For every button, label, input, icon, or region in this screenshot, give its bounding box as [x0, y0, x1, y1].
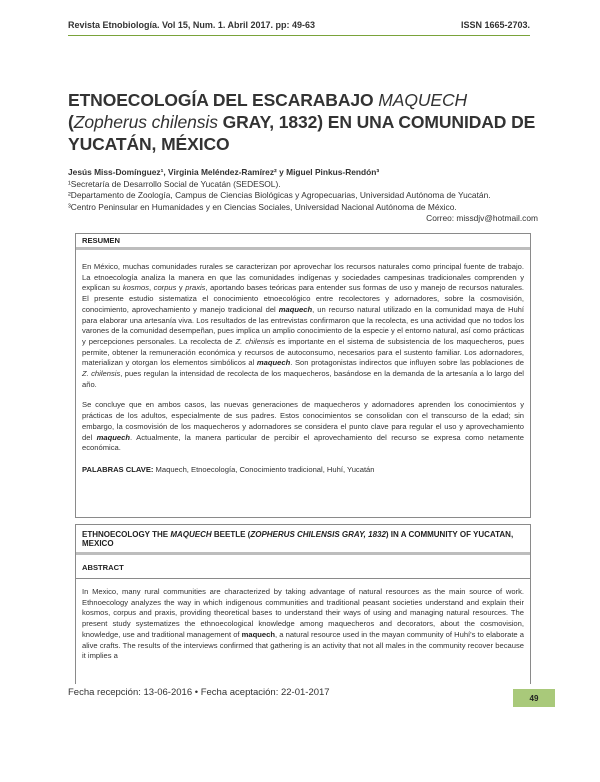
author-names: Jesús Miss-Domínguez¹, Virginia Meléndez-Ramírez² y Miguel Pinkus-Rendón³ — [68, 167, 380, 177]
article-title: ETNOECOLOGÍA DEL ESCARABAJO MAQUECH (Zopherus chilensis GRAY, 1832) EN UNA COMUNIDAD DE YUCATÁN, MÉXICO — [68, 90, 536, 154]
abstract-box — [75, 524, 531, 684]
keywords: PALABRAS CLAVE: Maquech, Etnoecología, Conocimiento tradicional, Huhí, Yucatán — [82, 464, 375, 474]
resumen-heading: RESUMEN — [82, 236, 120, 245]
affiliation-1: ¹Secretaría de Desarrollo Social de Yucatán (SEDESOL). — [68, 178, 281, 189]
resumen-paragraph-1: En México, muchas comunidades rurales se caracterizan por aprovechar los recursos naturales como principal fuente de trabajo. La etnoecología analiza la manera en que las comunidades indígenas y sociedades campesinas tradicionales comprenden y explican su kosmos, corpus y praxis, aportando bases teóricas para entender sus formas de uso y manejo de recursos naturales. El presente estudio sistematiza el conocimiento etnoecológico entre recolectores y adornadores, sobre la cosmovisión, conocimiento, aprovechamiento y manejo tradicional del maquech, un recurso natural utilizado en la comunidad maya de Huhí para elaborar una artesanía viva. Los resultados de las entrevistas confirmaron que la recolecta, es una actividad que no todos los varones de la comunidad desempeñan, pues implica un amplio conocimiento de la especie y el entorno natural, así como prácticas y percepciones personales. La recolecta de Z. chilensis es importante en el sistema de subsistencia de los maquecheros, pues permite, obtener la remuneración económica y recursos de autoconsumo, necesarios para el sustento familiar. Los adornadores, materializan y otorgan los elementos simbólicos al maquech. Son protagonistas indirectos que influyen sobre las poblaciones de Z. chilensis, pues regulan la intensidad de recolecta de los maquecheros, basándose en la demanda de la artesanía a lo largo del año. — [82, 262, 525, 389]
header-rule — [68, 35, 530, 36]
abstract-paragraph-1: In Mexico, many rural communities are characterized by taking advantage of natural resources as the main source of work. Ethnoecology analyzes the way in which indigenous communities and traditional peasant societies understand and explain their kosmos, corpus and praxis, providing theoretical bases to understand their ways of using and managing natural resources. The present study systematizes the ethnoecological knowledge among maquecheros and decorators, about the cosmovision, knowledge, use and traditional management of maquech, a natural resource used in the mayan community of Huhí's to elaborate a alive crafts. The results of the interviews confirmed that gathering is an activity that not all males in the community recover because it implies a — [82, 587, 525, 661]
english-title: ETHNOECOLOGY THE MAQUECH BEETLE (ZOPHERUS CHILENSIS GRAY, 1832) IN A COMMUNITY OF YUCATAN, MEXICO — [82, 530, 514, 548]
journal-citation: Revista Etnobiología. Vol 15, Num. 1. Abril 2017. pp: 49-63 — [68, 20, 316, 30]
affiliation-2: ²Departamento de Zoología, Campus de Ciencias Biológicas y Agropecuarias, Universidad Autónoma de Yucatán. — [68, 190, 491, 200]
abstract-heading: ABSTRACT — [82, 563, 124, 572]
abstract-divider — [76, 578, 530, 579]
issn: ISSN 1665-2703. — [460, 20, 530, 30]
resumen-paragraph-2: Se concluye que en ambos casos, las nuevas generaciones de maquecheros y adornadores aprenden los conocimientos y prácticas de los adultos, especialmente de sus padres. Estos conocimientos se consolidan con el transcurso de la edad; sin embargo, la cosmovisión de los maquecheros y adornadores se considera el punto clave para regular el uso y aprovechamiento del maquech. Actualmente, la manera particular de percibir el aprovechamiento del recurso se expresa como netamente económica. — [82, 400, 524, 453]
heading-divider — [76, 247, 530, 250]
authors-block — [68, 167, 538, 225]
affiliation-3: ³Centro Peninsular en Humanidades y en Ciencias Sociales, Universidad Nacional Autónoma de México. — [68, 201, 457, 212]
received-accepted-dates: Fecha recepción: 13-06-2016 • Fecha aceptación: 22-01-2017 — [68, 687, 330, 698]
resumen-box — [75, 233, 531, 518]
contact-email: Correo: missdjv@hotmail.com — [426, 213, 538, 223]
running-header — [68, 20, 530, 30]
page-number: 49 — [513, 689, 555, 707]
